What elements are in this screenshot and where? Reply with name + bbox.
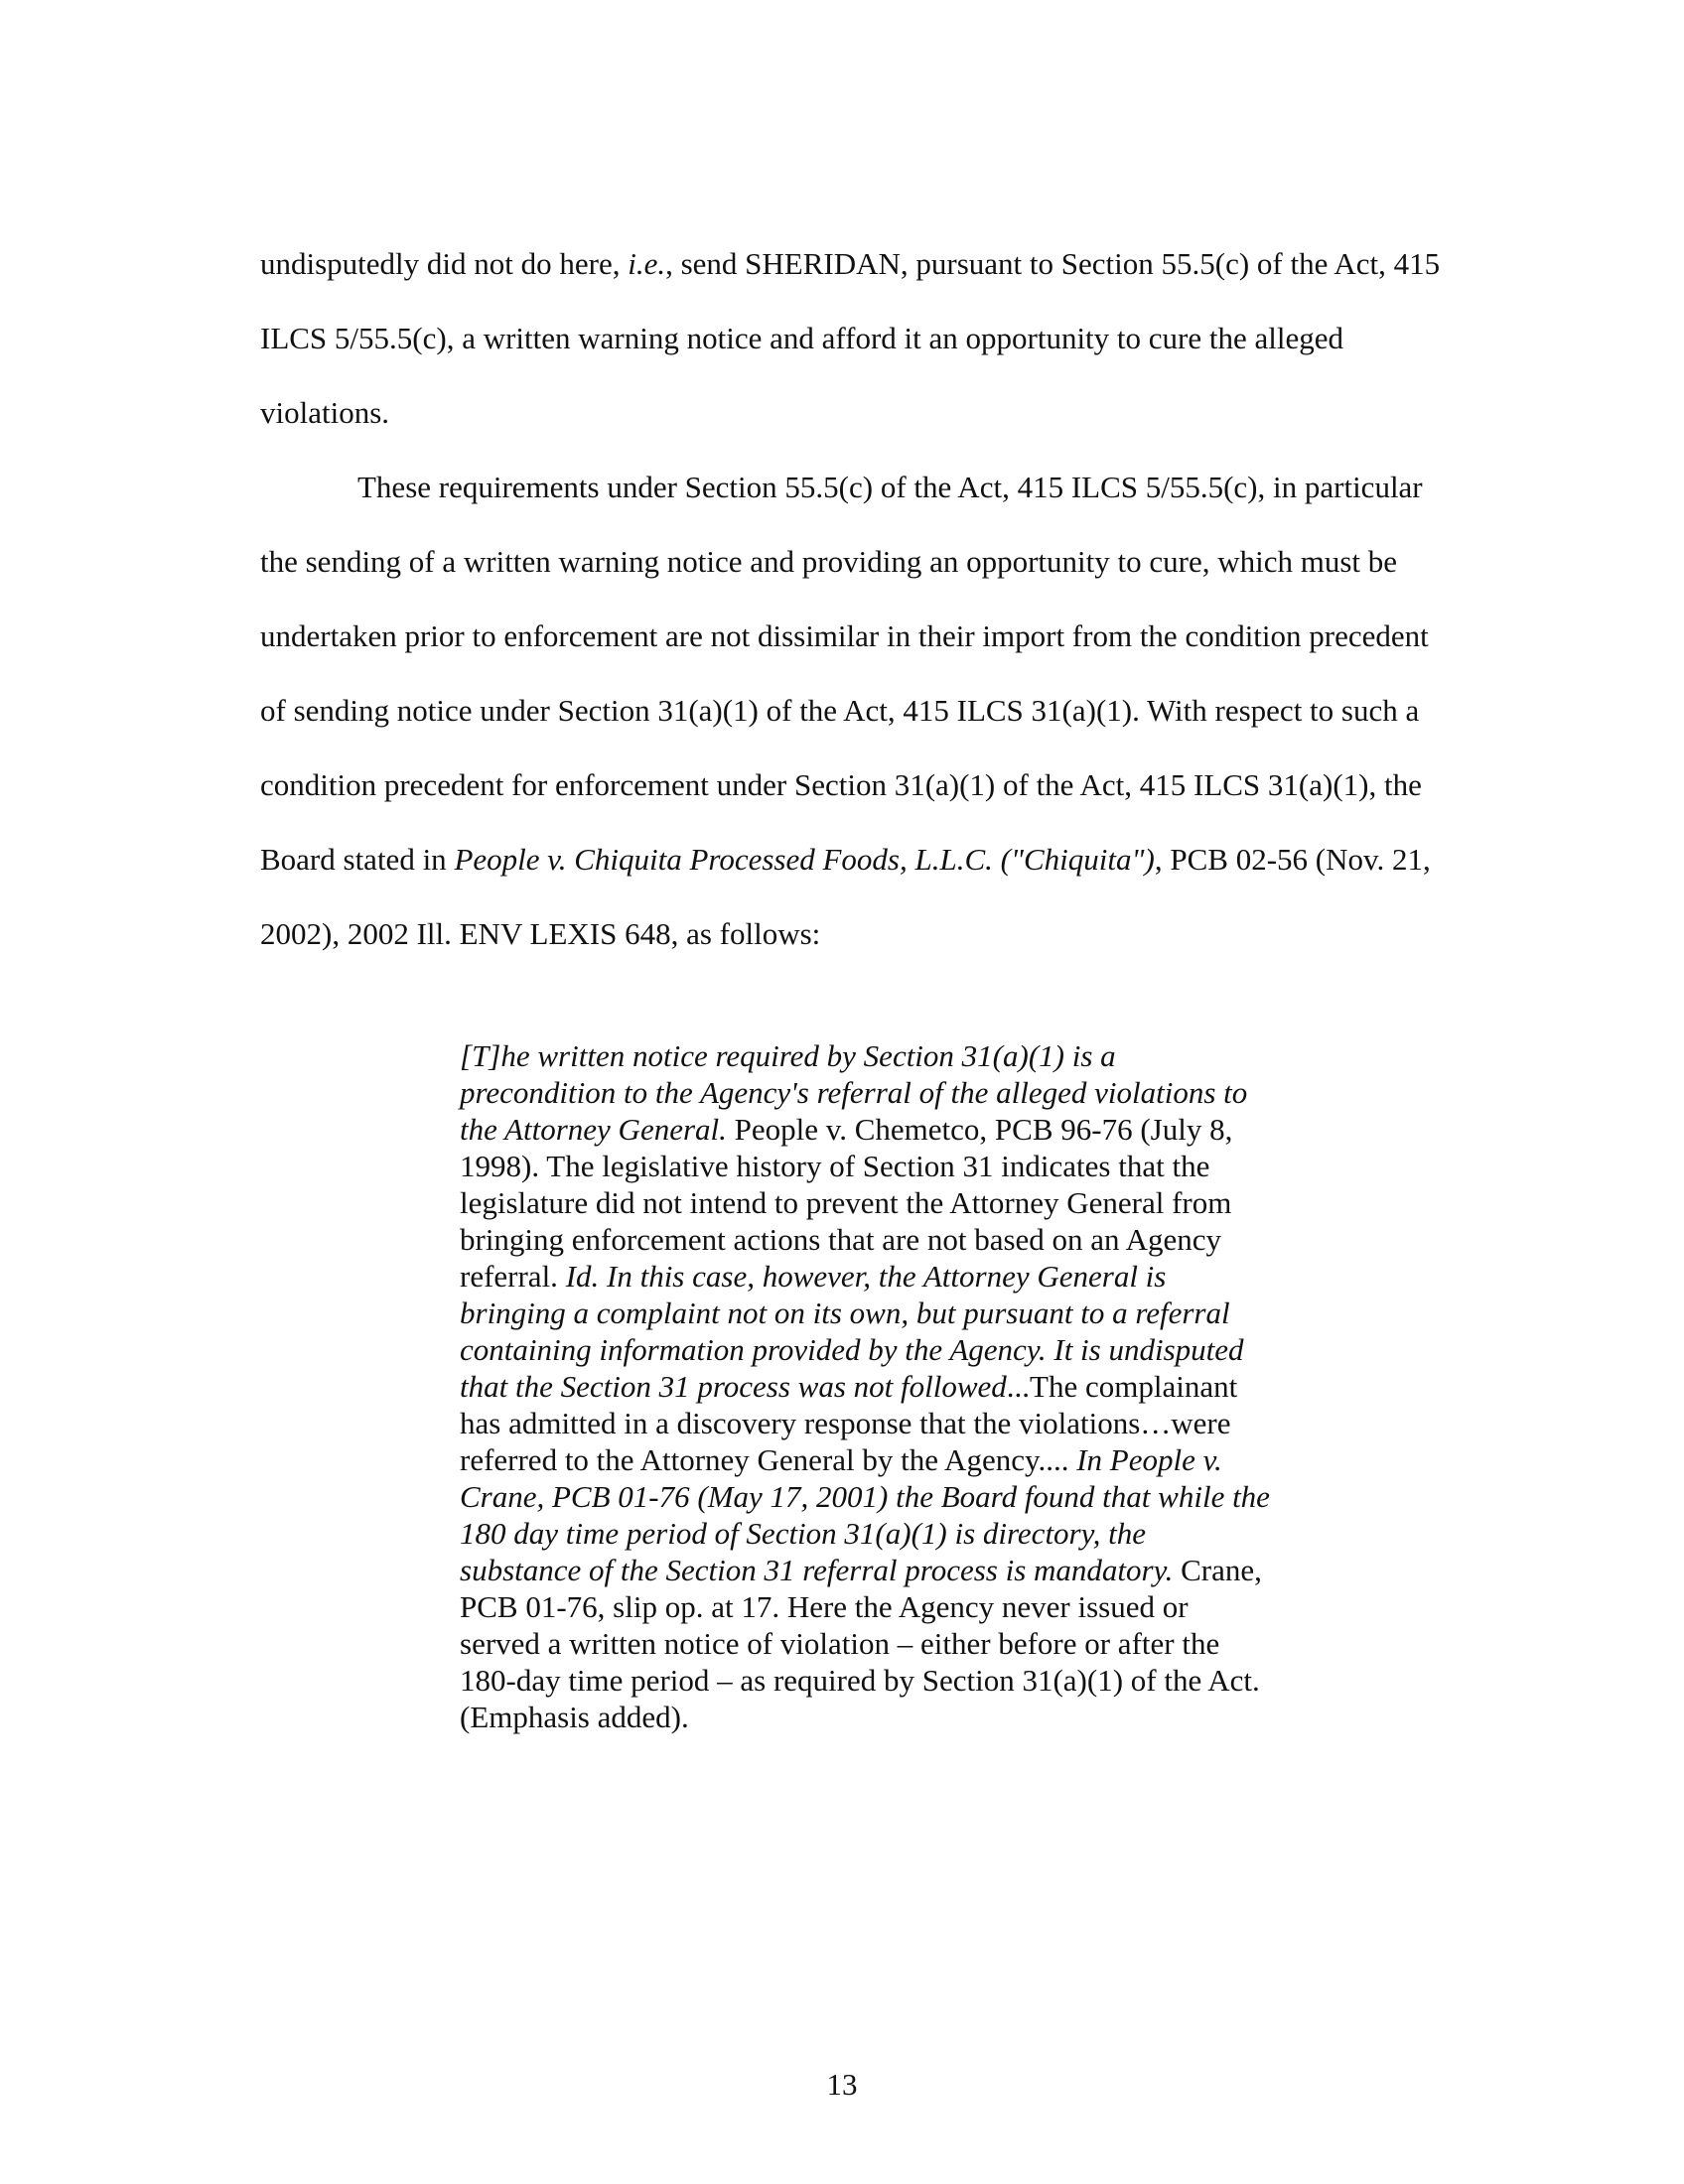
quote-roman-3: Crane, PCB 01-76, slip op. at 17. Here the Agency never issued or served a written notice of violation – either before or after the 180-day time period – as required by Section 31(a)(1) of the Act. (Emphasis added). xyxy=(460,1553,1262,1734)
paragraph-2 xyxy=(260,450,1452,971)
paragraph-2-case-citation: People v. Chiquita Processed Foods, L.L.C. ("Chiquita") xyxy=(454,842,1155,877)
quote-roman-1: People v. Chemetco, PCB 96-76 (July 8, 1998). The legislative history of Section 31 indicates that the legislature did not intend to prevent the Attorney General from bringing enforcement actions that are not based on an Agency referral. xyxy=(460,1112,1233,1294)
paragraph-2-text-a: These requirements under Section 55.5(c) of the Act, 415 ILCS 5/55.5(c), in particular the sending of a written warning notice and providing an opportunity to cure, which must be undertaken prior to enforcement are not dissimilar in their import from the condition precedent of sending notice under Section 31(a)(1) of the Act, 415 ILCS 31(a)(1). With respect to such a condition precedent for enforcement under Section 31(a)(1) of the Act, 415 ILCS 31(a)(1), the Board stated in xyxy=(260,470,1429,877)
paragraph-1-italic-ie: i.e. xyxy=(628,246,666,281)
page-number: 13 xyxy=(826,2067,858,2102)
block-quote-paragraph xyxy=(460,1037,1274,1735)
body-text xyxy=(260,226,1452,971)
quote-italic-2: Id. In this case, however, the Attorney General is bringing a complaint not on its own, but pursuant to a referral containing information provided by the Agency. It is undisputed that the Section 31 process was not followed xyxy=(460,1259,1244,1404)
paragraph-2-text-b: , PCB 02-56 (Nov. 21, 2002), 2002 Ill. ENV LEXIS 648, as follows: xyxy=(260,842,1431,951)
quote-italic-1: [T]he written notice required by Section 31(a)(1) is a precondition to the Agency's referral of the alleged violations to the Attorney General. xyxy=(460,1038,1248,1147)
paragraph-1-text-b: , send SHERIDAN, pursuant to Section 55.5(c) of the Act, 415 ILCS 5/55.5(c), a written warning notice and afford it an opportunity to cure the alleged violations. xyxy=(260,246,1441,430)
block-quote xyxy=(460,1037,1274,1735)
quote-italic-3: In People v. Crane, PCB 01-76 (May 17, 2001) the Board found that while the 180 day time period of Section 31(a)(1) is directory, the substance of the Section 31 referral process is mandatory. xyxy=(460,1442,1270,1587)
paragraph-1 xyxy=(260,226,1452,450)
quote-roman-2: ...The complainant has admitted in a discovery response that the violations…were referred to the Attorney General by the Agency.... xyxy=(460,1369,1238,1477)
paragraph-1-text-a: undisputedly did not do here, xyxy=(260,246,629,281)
